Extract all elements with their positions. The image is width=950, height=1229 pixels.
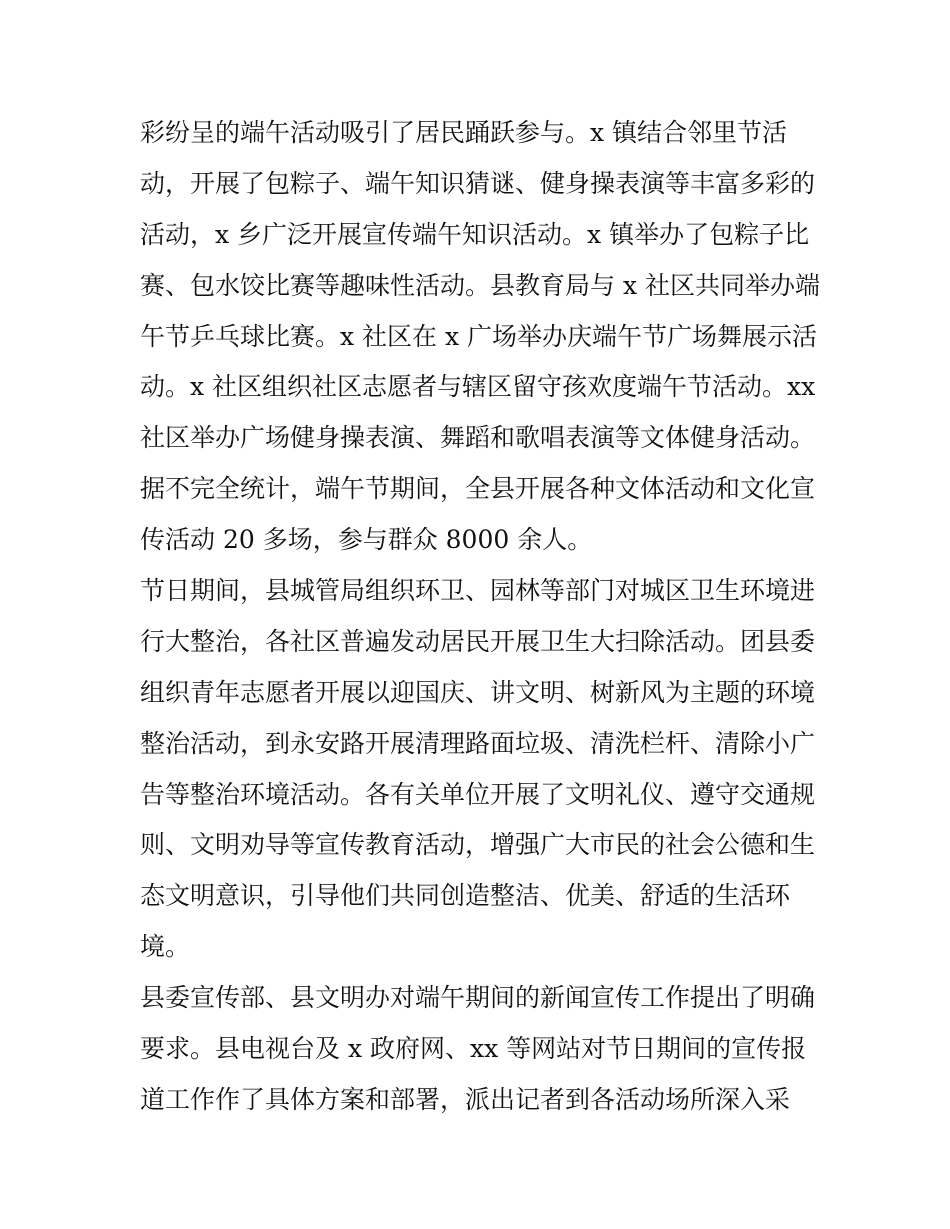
text-line: 告等整治环境活动。各有关单位开展了文明礼仪、遵守交通规: [140, 779, 816, 809]
text-line: 动，开展了包粽子、端午知识猜谜、健身操表演等丰富多彩的: [140, 168, 816, 198]
text-line: 传活动 20 多场，参与群众 8000 余人。: [140, 525, 593, 555]
body-text: [140, 108, 820, 1126]
text-line: 县委宣传部、县文明办对端午期间的新闻宣传工作提出了明确: [140, 983, 816, 1013]
text-line: 彩纷呈的端午活动吸引了居民踊跃参与。x 镇结合邻里节活: [140, 118, 788, 147]
text-line: 动。x 社区组织社区志愿者与辖区留守孩欢度端午节活动。xx: [140, 372, 816, 402]
text-line: 要求。县电视台及 x 政府网、xx 等网站对节日期间的宣传报: [140, 1034, 807, 1064]
text-line: 境。: [140, 932, 191, 962]
text-line: 整治活动，到永安路开展清理路面垃圾、清洗栏杆、清除小广: [140, 728, 816, 758]
text-line: 午节乒乓球比赛。x 社区在 x 广场举办庆端午节广场舞展示活: [140, 321, 818, 351]
text-line: 据不完全统计，端午节期间，全县开展各种文体活动和文化宣: [140, 474, 816, 504]
text-line: 则、文明劝导等宣传教育活动，增强广大市民的社会公德和生: [140, 830, 816, 860]
text-line: 社区举办广场健身操表演、舞蹈和歌唱表演等文体健身活动。: [140, 423, 816, 453]
text-line: 活动，x 乡广泛开展宣传端午知识活动。x 镇举办了包粽子比: [140, 219, 810, 249]
text-line: 道工作作了具体方案和部署，派出记者到各活动场所深入采: [140, 1084, 791, 1114]
text-line: 组织青年志愿者开展以迎国庆、讲文明、树新风为主题的环境: [140, 677, 816, 707]
text-line: 赛、包水饺比赛等趣味性活动。县教育局与 x 社区共同举办端: [140, 270, 820, 300]
text-line: 行大整治，各社区普遍发动居民开展卫生大扫除活动。团县委: [140, 626, 816, 656]
text-line: 节日期间，县城管局组织环卫、园林等部门对城区卫生环境进: [140, 576, 816, 606]
text-line: 态文明意识，引导他们共同创造整洁、优美、舒适的生活环: [140, 881, 791, 911]
